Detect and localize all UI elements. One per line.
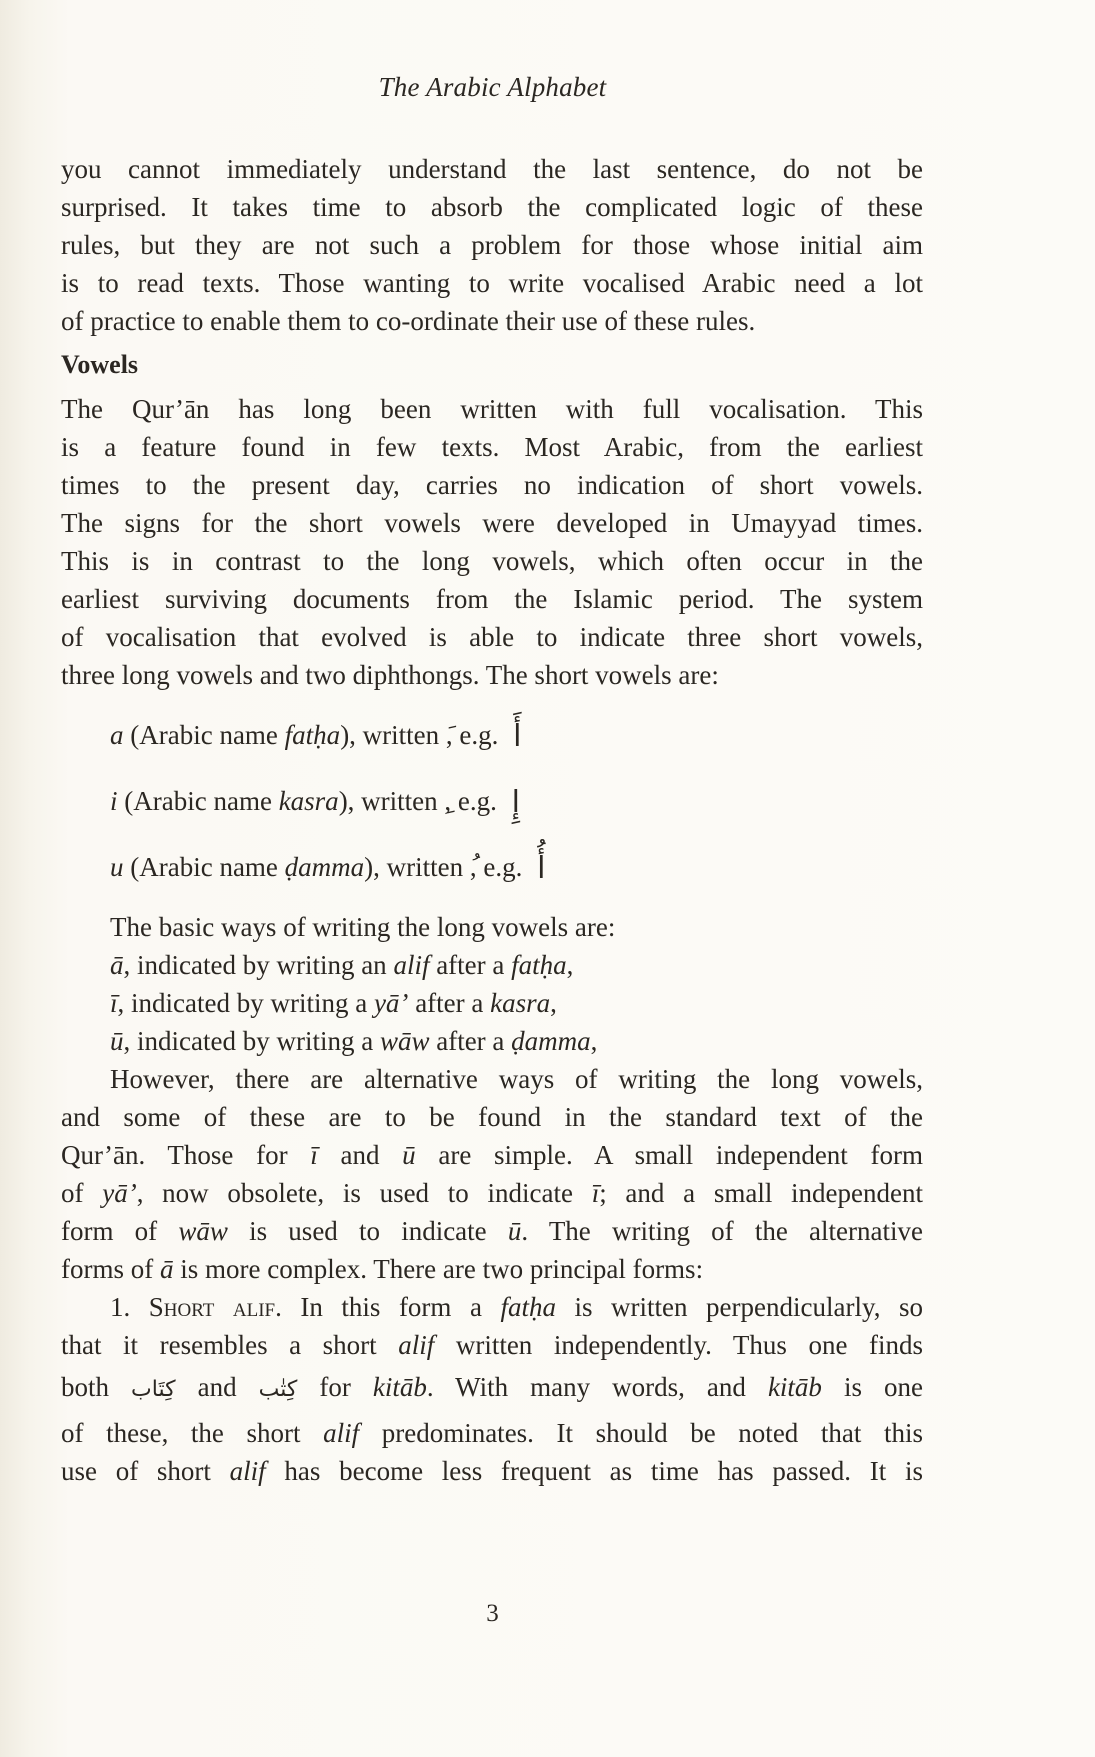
text-line: The Qur’ān has long been written with full vocalisation. This: [61, 394, 923, 424]
short-vowel-damma: u (Arabic name ḍamma), written , e.g. أُ: [61, 834, 923, 900]
text-line: of practice to enable them to co-ordinate their use of these rules.: [61, 306, 756, 336]
text-line: use of short alif has become less frequent as time has passed. It is: [61, 1456, 923, 1486]
running-head: The Arabic Alphabet: [378, 72, 607, 102]
page-number: 3: [486, 1600, 499, 1627]
paragraph-vocalisation: [61, 390, 923, 694]
paragraph-alternatives: [61, 1060, 923, 1288]
text-line: 1. Short alif. In this form a fatḥa is written perpendicularly, so: [110, 1292, 923, 1322]
text-line: of vocalisation that evolved is able to indicate three short vowels,: [61, 622, 923, 652]
long-vowel-a: ā, indicated by writing an alif after a fatḥa,: [110, 950, 574, 980]
small-caps-term: Short alif: [148, 1292, 276, 1322]
text-line: This is in contrast to the long vowels, which often occur in the: [61, 546, 923, 576]
arabic-example: أَ: [513, 719, 522, 754]
text-line: Qur’ān. Those for ī and ū are simple. A small independent form: [61, 1140, 923, 1170]
short-vowel-fatha: a (Arabic name fatḥa), written , e.g. أَ: [61, 702, 923, 768]
text-line: is a feature found in few texts. Most Arabic, from the earliest: [61, 432, 923, 462]
arabic-word-kitab-short-alif: كِتٰب: [258, 1377, 298, 1402]
paragraph-short-alif: [61, 1288, 923, 1490]
long-vowel-list: [61, 908, 923, 1060]
section-heading: Vowels: [61, 350, 139, 379]
text-line: The signs for the short vowels were developed in Umayyad times.: [61, 508, 923, 538]
text-line: is to read texts. Those wanting to write vocalised Arabic need a lot: [61, 268, 923, 298]
text-line: and some of these are to be found in the standard text of the: [61, 1102, 923, 1132]
body-text: [61, 150, 923, 1490]
text-line: rules, but they are not such a problem for those whose initial aim: [61, 230, 923, 260]
arabic-example: إِ: [511, 785, 520, 820]
text-line: forms of ā is more complex. There are two principal forms:: [61, 1254, 704, 1284]
text-line: times to the present day, carries no indication of short vowels.: [61, 470, 923, 500]
arabic-example: أُ: [537, 851, 546, 886]
text-line: However, there are alternative ways of writing the long vowels,: [110, 1064, 923, 1094]
text-line: three long vowels and two diphthongs. The short vowels are:: [61, 660, 719, 690]
short-vowel-list: [61, 702, 923, 900]
text-line: The basic ways of writing the long vowels are:: [110, 912, 616, 942]
text-line: of these, the short alif predominates. It should be noted that this: [61, 1418, 923, 1448]
text-line: of yā’, now obsolete, is used to indicate ī; and a small independent: [61, 1178, 924, 1208]
arabic-word-kitab-full: كِتَاب: [131, 1377, 176, 1402]
long-vowel-u: ū, indicated by writing a wāw after a ḍamma,: [110, 1026, 598, 1056]
short-vowel-kasra: i (Arabic name kasra), written , e.g. إِ: [61, 768, 923, 834]
text-line: surprised. It takes time to absorb the complicated logic of these: [61, 192, 923, 222]
paragraph-intro: [61, 150, 923, 340]
text-line: you cannot immediately understand the last sentence, do not be: [61, 154, 923, 184]
text-line: form of wāw is used to indicate ū. The writing of the alternative: [61, 1216, 923, 1246]
long-vowel-i: ī, indicated by writing a yā’ after a kasra,: [110, 988, 557, 1018]
text-line: both كِتَاب and كِتٰب for kitāb. With many words, and kitāb is one: [61, 1372, 923, 1402]
text-line: earliest surviving documents from the Islamic period. The system: [61, 584, 923, 614]
text-line: that it resembles a short alif written independently. Thus one finds: [61, 1330, 923, 1360]
